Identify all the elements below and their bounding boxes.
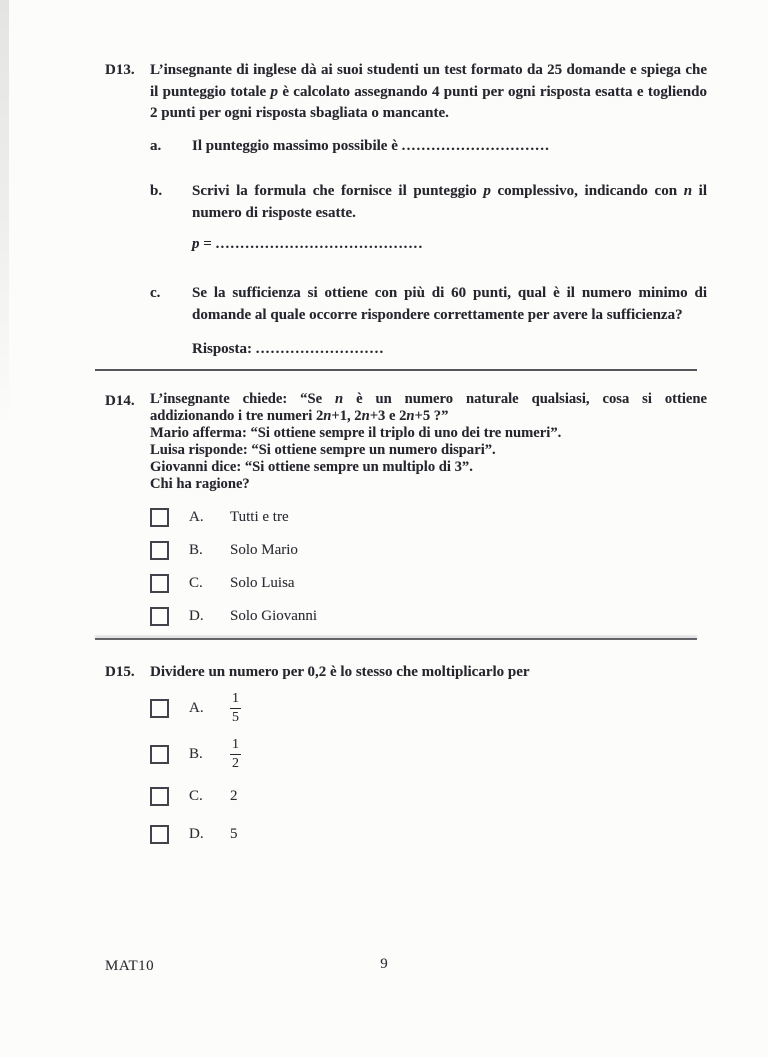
question-stem-d15: Dividere un numero per 0,2 è lo stesso che moltiplicarlo per [150, 664, 530, 680]
part-c-text: Se la sufficienza si ottiene con più di 60 punti, qual è il numero minimo di domande al quale occorre rispondere correttamente per avere la sufficienza? [192, 285, 707, 323]
risposta-answer-line [192, 339, 707, 360]
answer-blank-b[interactable]: .......................................... [215, 236, 424, 252]
section-divider-1 [95, 369, 697, 371]
d14-stem-line-1: L’insegnante chiede: “Se n è un numero naturale qualsiasi, cosa si ottiene [150, 391, 707, 407]
checkbox-d15-c[interactable] [150, 787, 169, 806]
formula-prefix: p = [192, 236, 216, 252]
option-letter: C. [189, 575, 203, 591]
checkbox-d14-a[interactable] [150, 508, 169, 527]
fraction-denominator: 2 [232, 756, 239, 771]
part-a-text [192, 136, 707, 158]
d14-mario-line: Mario afferma: “Si ottiene sempre il triplo di uno dei tre numeri”. [150, 425, 562, 441]
option-row-d15-d [150, 816, 707, 854]
d14-options [150, 501, 707, 633]
fraction-one-half [230, 737, 241, 772]
question-d15 [105, 662, 707, 854]
question-number-d13: D13. [105, 62, 135, 78]
option-row-d14-c [150, 567, 707, 600]
option-letter: D. [189, 608, 204, 624]
option-text: Tutti e tre [230, 509, 289, 525]
d15-options [150, 686, 707, 854]
risposta-prefix: Risposta: [192, 341, 256, 357]
checkbox-d14-b[interactable] [150, 541, 169, 560]
fraction-one-fifth [230, 691, 241, 726]
option-text: Solo Mario [230, 542, 298, 558]
question-stem-d13: L’insegnante di inglese dà ai suoi studenti un test formato da 25 domande e spiega che il punteggio totale p è calcolato assegnando 4 punti per ogni risposta esatta e togliendo 2 punti per ogni risposta sbagliata o mancante. [150, 62, 707, 121]
answer-blank-c[interactable]: .......................... [255, 341, 385, 357]
option-row-d14-d [150, 600, 707, 633]
option-row-d14-b [150, 534, 707, 567]
option-text: Solo Luisa [230, 575, 295, 591]
part-b-text: Scrivi la formula che fornisce il punteggio p complessivo, indicando con n il numero di risposte esatte. [192, 183, 707, 221]
answer-blank-a[interactable]: .............................. [401, 137, 551, 154]
option-row-d14-a [150, 501, 707, 534]
question-d13 [105, 60, 707, 360]
option-row-d15-c [150, 778, 707, 816]
checkbox-d15-b[interactable] [150, 745, 169, 764]
footer-page-number: 9 [380, 956, 388, 972]
d14-giovanni-line: Giovanni dice: “Si ottiene sempre un multiplo di 3”. [150, 459, 473, 475]
option-letter: B. [189, 542, 203, 558]
checkbox-d14-d[interactable] [150, 607, 169, 626]
part-c [150, 283, 707, 326]
fraction-numerator: 1 [230, 737, 241, 755]
option-letter: A. [189, 700, 204, 716]
fraction-denominator: 5 [232, 710, 239, 725]
part-a-question: Il punteggio massimo possibile è [192, 137, 402, 154]
scan-edge-artifact [0, 0, 9, 430]
part-b [150, 181, 707, 224]
option-letter: C. [189, 788, 203, 804]
option-letter: A. [189, 509, 204, 525]
option-letter: D. [189, 826, 204, 842]
checkbox-d15-d[interactable] [150, 825, 169, 844]
part-b-label: b. [150, 183, 163, 199]
d14-luisa-line: Luisa risponde: “Si ottiene sempre un numero dispari”. [150, 442, 496, 458]
d14-stem-line-2: addizionando i tre numeri 2n+1, 2n+3 e 2n+5 ?” [150, 408, 449, 424]
part-a-label: a. [150, 137, 162, 154]
option-value: 2 [230, 788, 238, 804]
fraction-numerator: 1 [230, 691, 241, 709]
part-c-label: c. [150, 285, 161, 301]
question-number-d14: D14. [105, 393, 135, 409]
option-text: Solo Giovanni [230, 608, 318, 624]
page-content [105, 60, 707, 854]
option-row-d15-a [150, 686, 707, 732]
option-value: 5 [230, 826, 238, 842]
section-divider-2 [95, 638, 697, 640]
formula-answer-line [192, 234, 707, 255]
question-number-d15: D15. [105, 664, 135, 680]
option-letter: B. [189, 746, 203, 762]
checkbox-d14-c[interactable] [150, 574, 169, 593]
question-d14 [105, 391, 707, 633]
option-row-d15-b [150, 732, 707, 778]
footer-document-code: MAT10 [105, 958, 155, 974]
checkbox-d15-a[interactable] [150, 699, 169, 718]
part-a [150, 136, 707, 158]
d14-question-line: Chi ha ragione? [150, 476, 250, 492]
